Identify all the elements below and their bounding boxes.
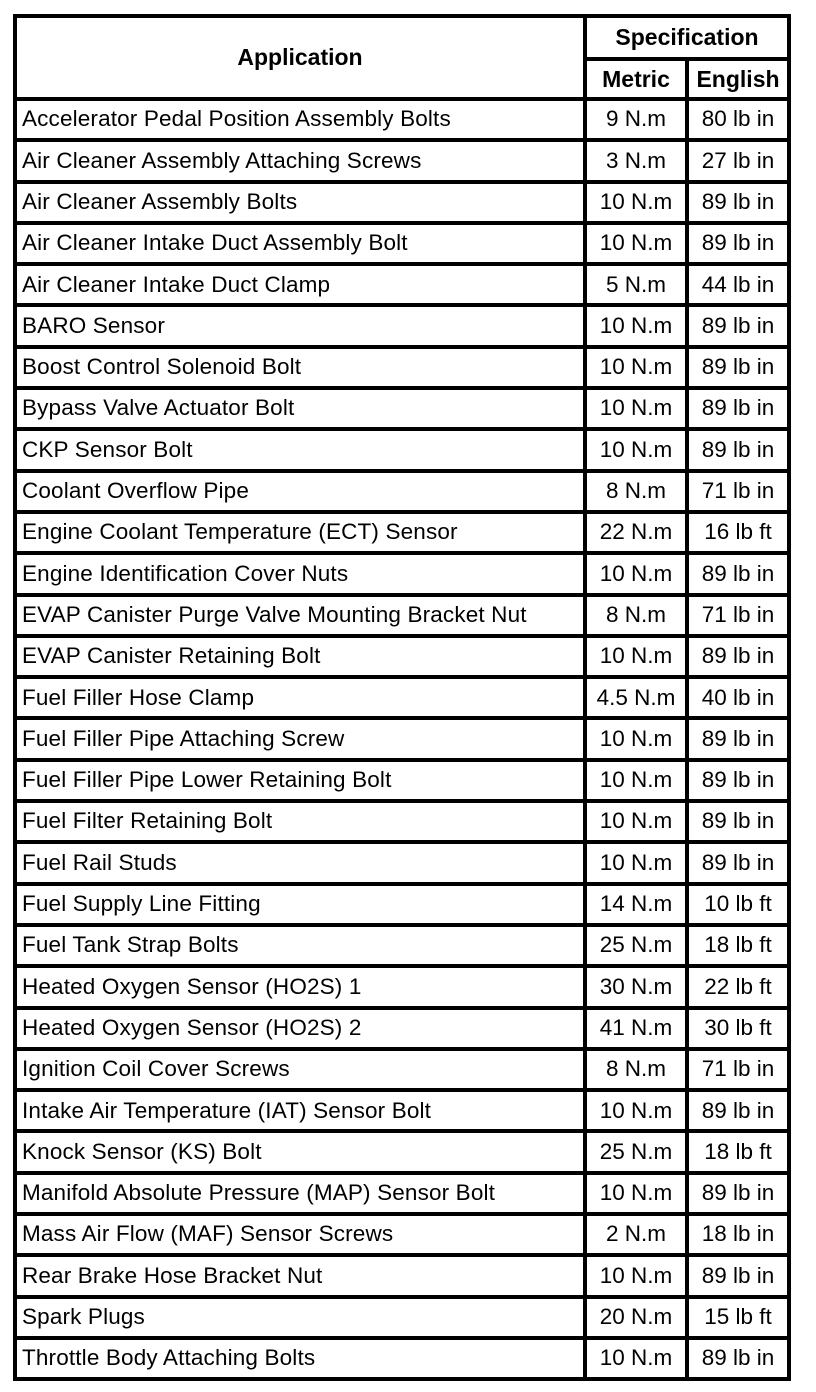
- metric-value-cell: 3 N.m: [585, 140, 687, 181]
- english-value-cell: 89 lb in: [687, 1090, 789, 1131]
- english-value-cell: 18 lb ft: [687, 1131, 789, 1172]
- english-value-cell: 89 lb in: [687, 388, 789, 429]
- english-value-cell: 89 lb in: [687, 1173, 789, 1214]
- english-value-cell: 89 lb in: [687, 347, 789, 388]
- metric-value-cell: 10 N.m: [585, 842, 687, 883]
- application-cell: EVAP Canister Purge Valve Mounting Bracket Nut: [15, 595, 585, 636]
- english-value-cell: 80 lb in: [687, 99, 789, 140]
- table-header: [15, 16, 789, 99]
- metric-value-cell: 10 N.m: [585, 305, 687, 346]
- metric-value-cell: 22 N.m: [585, 512, 687, 553]
- table-row: [15, 264, 789, 305]
- english-value-cell: 89 lb in: [687, 1338, 789, 1379]
- application-cell: Throttle Body Attaching Bolts: [15, 1338, 585, 1379]
- table-row: [15, 99, 789, 140]
- table-row: [15, 429, 789, 470]
- metric-value-cell: 14 N.m: [585, 884, 687, 925]
- table-row: [15, 1131, 789, 1172]
- metric-value-cell: 25 N.m: [585, 1131, 687, 1172]
- table-row: [15, 471, 789, 512]
- application-cell: Fuel Filler Pipe Attaching Screw: [15, 718, 585, 759]
- application-cell: Accelerator Pedal Position Assembly Bolts: [15, 99, 585, 140]
- english-value-cell: 22 lb ft: [687, 966, 789, 1007]
- english-value-cell: 40 lb in: [687, 677, 789, 718]
- application-cell: Engine Identification Cover Nuts: [15, 553, 585, 594]
- application-cell: Air Cleaner Assembly Attaching Screws: [15, 140, 585, 181]
- table-row: [15, 553, 789, 594]
- metric-value-cell: 25 N.m: [585, 925, 687, 966]
- english-value-cell: 89 lb in: [687, 760, 789, 801]
- english-value-cell: 89 lb in: [687, 636, 789, 677]
- english-value-cell: 30 lb ft: [687, 1008, 789, 1049]
- application-cell: Engine Coolant Temperature (ECT) Sensor: [15, 512, 585, 553]
- english-value-cell: 10 lb ft: [687, 884, 789, 925]
- metric-value-cell: 10 N.m: [585, 553, 687, 594]
- table-row: [15, 512, 789, 553]
- metric-value-cell: 4.5 N.m: [585, 677, 687, 718]
- table-row: [15, 1173, 789, 1214]
- torque-specification-table: [13, 14, 791, 1381]
- english-value-cell: 71 lb in: [687, 471, 789, 512]
- english-value-cell: 18 lb ft: [687, 925, 789, 966]
- english-value-cell: 89 lb in: [687, 842, 789, 883]
- application-cell: Manifold Absolute Pressure (MAP) Sensor Bolt: [15, 1173, 585, 1214]
- table-row: [15, 140, 789, 181]
- application-cell: BARO Sensor: [15, 305, 585, 346]
- english-value-cell: 44 lb in: [687, 264, 789, 305]
- english-value-cell: 16 lb ft: [687, 512, 789, 553]
- table-row: [15, 1090, 789, 1131]
- metric-value-cell: 10 N.m: [585, 636, 687, 677]
- metric-value-cell: 10 N.m: [585, 1255, 687, 1296]
- metric-value-cell: 8 N.m: [585, 595, 687, 636]
- metric-value-cell: 10 N.m: [585, 1338, 687, 1379]
- metric-value-cell: 10 N.m: [585, 388, 687, 429]
- english-value-cell: 89 lb in: [687, 223, 789, 264]
- table-row: [15, 842, 789, 883]
- english-value-cell: 89 lb in: [687, 182, 789, 223]
- application-cell: Fuel Rail Studs: [15, 842, 585, 883]
- metric-value-cell: 10 N.m: [585, 182, 687, 223]
- metric-value-cell: 10 N.m: [585, 429, 687, 470]
- metric-value-cell: 30 N.m: [585, 966, 687, 1007]
- english-value-cell: 18 lb in: [687, 1214, 789, 1255]
- english-value-cell: 89 lb in: [687, 801, 789, 842]
- english-value-cell: 89 lb in: [687, 305, 789, 346]
- metric-value-cell: 10 N.m: [585, 347, 687, 388]
- table-row: [15, 718, 789, 759]
- table-row: [15, 925, 789, 966]
- application-cell: EVAP Canister Retaining Bolt: [15, 636, 585, 677]
- table-row: [15, 1297, 789, 1338]
- metric-value-cell: 10 N.m: [585, 718, 687, 759]
- table-row: [15, 636, 789, 677]
- metric-value-cell: 10 N.m: [585, 760, 687, 801]
- table-row: [15, 966, 789, 1007]
- english-value-cell: 71 lb in: [687, 595, 789, 636]
- english-value-cell: 89 lb in: [687, 718, 789, 759]
- table-row: [15, 1214, 789, 1255]
- table-row: [15, 182, 789, 223]
- metric-value-cell: 10 N.m: [585, 1090, 687, 1131]
- table-row: [15, 305, 789, 346]
- application-cell: Air Cleaner Intake Duct Assembly Bolt: [15, 223, 585, 264]
- application-cell: Fuel Tank Strap Bolts: [15, 925, 585, 966]
- metric-value-cell: 10 N.m: [585, 801, 687, 842]
- english-value-cell: 89 lb in: [687, 553, 789, 594]
- metric-header: Metric: [585, 59, 687, 99]
- application-cell: Fuel Supply Line Fitting: [15, 884, 585, 925]
- application-cell: Fuel Filler Hose Clamp: [15, 677, 585, 718]
- application-cell: Knock Sensor (KS) Bolt: [15, 1131, 585, 1172]
- application-cell: Fuel Filler Pipe Lower Retaining Bolt: [15, 760, 585, 801]
- metric-value-cell: 10 N.m: [585, 1173, 687, 1214]
- table-row: [15, 595, 789, 636]
- table-row: [15, 347, 789, 388]
- table-row: [15, 677, 789, 718]
- table-row: [15, 1008, 789, 1049]
- english-value-cell: 89 lb in: [687, 429, 789, 470]
- metric-value-cell: 2 N.m: [585, 1214, 687, 1255]
- table-row: [15, 1255, 789, 1296]
- application-cell: Coolant Overflow Pipe: [15, 471, 585, 512]
- english-value-cell: 89 lb in: [687, 1255, 789, 1296]
- application-cell: Bypass Valve Actuator Bolt: [15, 388, 585, 429]
- application-cell: Air Cleaner Intake Duct Clamp: [15, 264, 585, 305]
- application-cell: Mass Air Flow (MAF) Sensor Screws: [15, 1214, 585, 1255]
- specification-header: Specification: [585, 16, 789, 59]
- metric-value-cell: 8 N.m: [585, 1049, 687, 1090]
- table-row: [15, 388, 789, 429]
- application-cell: Intake Air Temperature (IAT) Sensor Bolt: [15, 1090, 585, 1131]
- metric-value-cell: 8 N.m: [585, 471, 687, 512]
- table-row: [15, 760, 789, 801]
- english-value-cell: 15 lb ft: [687, 1297, 789, 1338]
- application-cell: Spark Plugs: [15, 1297, 585, 1338]
- application-cell: Air Cleaner Assembly Bolts: [15, 182, 585, 223]
- table-row: [15, 801, 789, 842]
- metric-value-cell: 20 N.m: [585, 1297, 687, 1338]
- application-cell: Boost Control Solenoid Bolt: [15, 347, 585, 388]
- application-header: Application: [15, 16, 585, 99]
- table-body: [15, 99, 789, 1379]
- application-cell: Ignition Coil Cover Screws: [15, 1049, 585, 1090]
- metric-value-cell: 5 N.m: [585, 264, 687, 305]
- metric-value-cell: 9 N.m: [585, 99, 687, 140]
- table-row: [15, 223, 789, 264]
- english-value-cell: 71 lb in: [687, 1049, 789, 1090]
- application-cell: Heated Oxygen Sensor (HO2S) 2: [15, 1008, 585, 1049]
- application-cell: Fuel Filter Retaining Bolt: [15, 801, 585, 842]
- metric-value-cell: 41 N.m: [585, 1008, 687, 1049]
- metric-value-cell: 10 N.m: [585, 223, 687, 264]
- table-row: [15, 1338, 789, 1379]
- table-row: [15, 1049, 789, 1090]
- english-value-cell: 27 lb in: [687, 140, 789, 181]
- header-row-top: [15, 16, 789, 59]
- application-cell: Rear Brake Hose Bracket Nut: [15, 1255, 585, 1296]
- table-row: [15, 884, 789, 925]
- application-cell: Heated Oxygen Sensor (HO2S) 1: [15, 966, 585, 1007]
- english-header: English: [687, 59, 789, 99]
- application-cell: CKP Sensor Bolt: [15, 429, 585, 470]
